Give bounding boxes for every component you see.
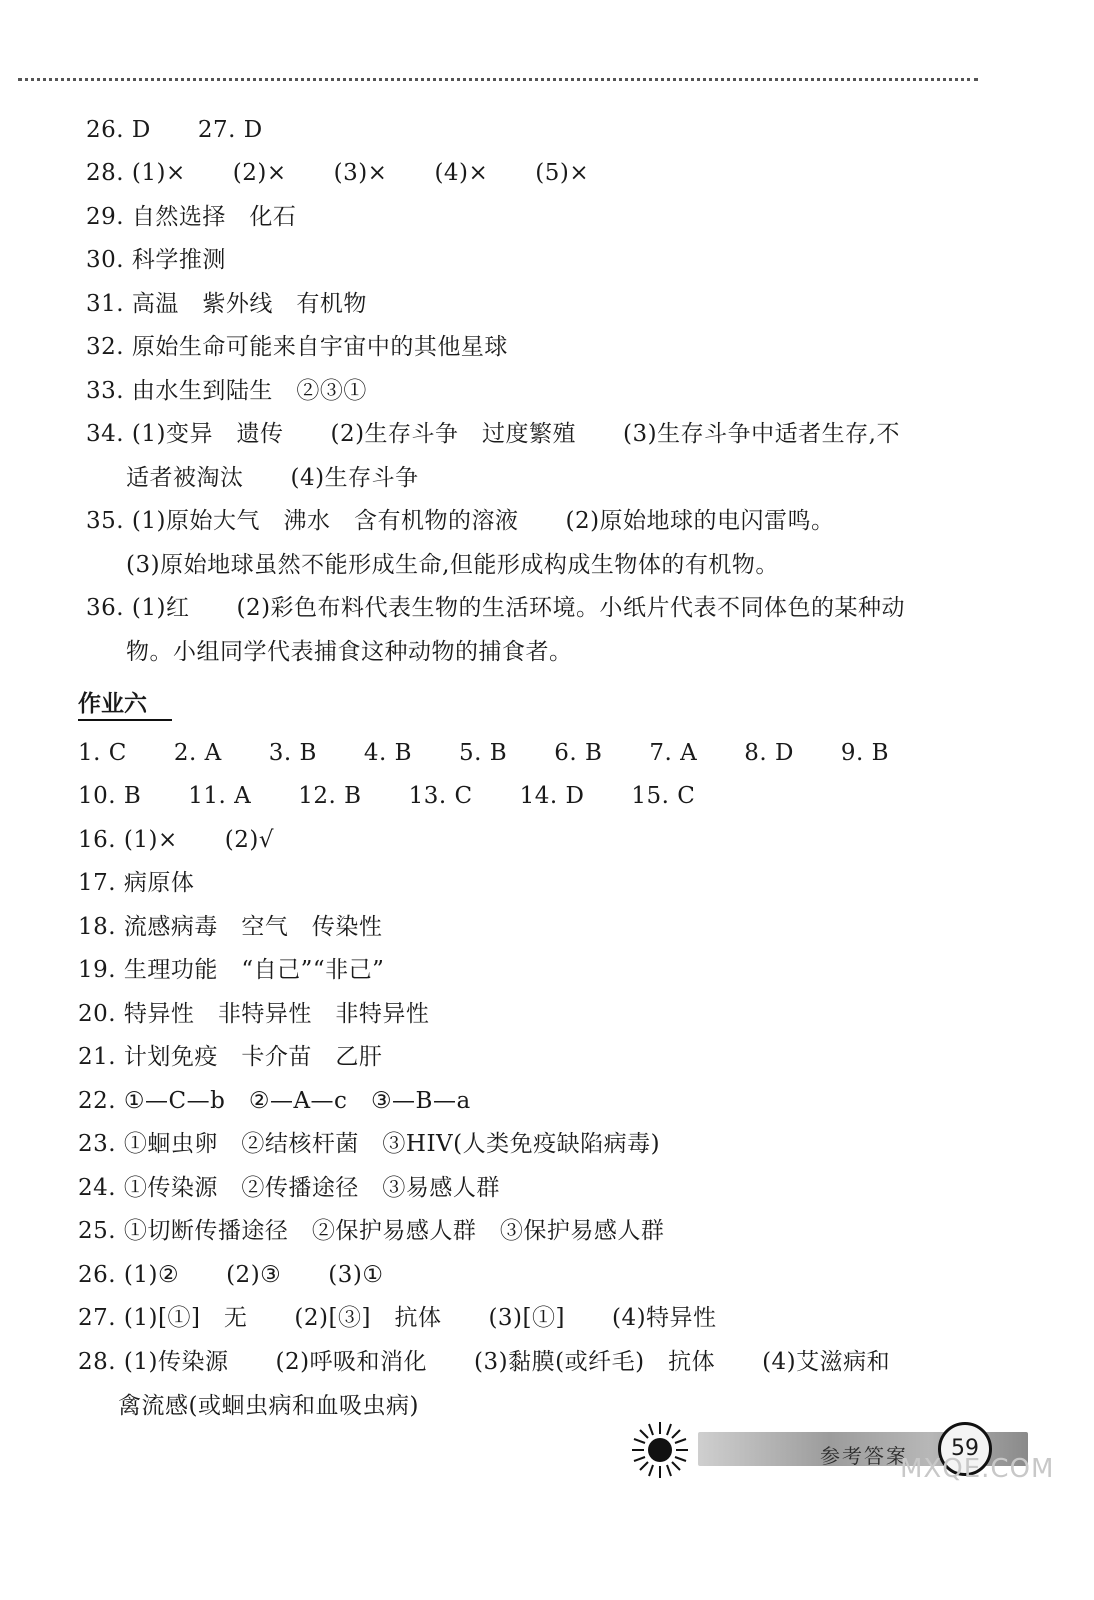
answer-line-35: 35. (1)原始大气 沸水 含有机物的溶液 (2)原始地球的电闪雷鸣。 [86, 508, 835, 534]
answer-line-36: 36. (1)红 (2)彩色布料代表生物的生活环境。小纸片代表不同体色的某种动 [86, 595, 906, 621]
section-title: 作业六 [78, 691, 147, 717]
answer-line-16: 16. (1)× (2)√ [78, 827, 274, 853]
answer-line-19: 19. 生理功能 “自己”“非己” [78, 957, 385, 983]
answer-line-18: 18. 流感病毒 空气 传染性 [78, 914, 383, 940]
answer-line-27: 27. (1)[①] 无 (2)[③] 抗体 (3)[①] (4)特异性 [78, 1305, 717, 1331]
section-underline [78, 719, 172, 721]
answer-line-17: 17. 病原体 [78, 870, 195, 896]
answer-line-34-cont: 适者被淘汰 (4)生存斗争 [126, 465, 419, 491]
answer-line-10-15: 10. B 11. A 12. B 13. C 14. D 15. C [78, 783, 696, 809]
answer-line-25: 25. ①切断传播途径 ②保护易感人群 ③保护易感人群 [78, 1218, 665, 1244]
answer-line-36-cont: 物。小组同学代表捕食这种动物的捕食者。 [126, 639, 573, 665]
sun-icon [630, 1420, 690, 1480]
footer-banner-label: 参考答案 [820, 1444, 908, 1468]
answer-line-29: 29. 自然选择 化石 [86, 204, 297, 230]
answer-line-28: 28. (1)× (2)× (3)× (4)× (5)× [86, 160, 590, 186]
answer-line-28: 28. (1)传染源 (2)呼吸和消化 (3)黏膜(或纤毛) 抗体 (4)艾滋病和 [78, 1349, 891, 1375]
answer-line-33: 33. 由水生到陆生 ②③① [86, 378, 367, 404]
answer-line-34: 34. (1)变异 遗传 (2)生存斗争 过度繁殖 (3)生存斗争中适者生存,不 [86, 421, 900, 447]
answer-line-31: 31. 高温 紫外线 有机物 [86, 291, 367, 317]
answer-line-24: 24. ①传染源 ②传播途径 ③易感人群 [78, 1175, 500, 1201]
watermark: MXQE.COM [900, 1454, 1055, 1484]
answer-line-21: 21. 计划免疫 卡介苗 乙肝 [78, 1044, 383, 1070]
answer-line-30: 30. 科学推测 [86, 247, 226, 273]
answer-line-22: 22. ①—C—b ②—A—c ③—B—a [78, 1088, 471, 1114]
page-number: 59 [938, 1422, 992, 1476]
answer-line-32: 32. 原始生命可能来自宇宙中的其他星球 [86, 334, 508, 360]
answer-line-35-cont: (3)原始地球虽然不能形成生命,但能形成构成生物体的有机物。 [126, 552, 779, 578]
answer-line-23: 23. ①蛔虫卵 ②结核杆菌 ③HIV(人类免疫缺陷病毒) [78, 1131, 661, 1157]
answer-line-26-27: 26. D 27. D [86, 117, 263, 143]
page-footer [620, 1418, 1094, 1498]
answer-line-28-cont: 禽流感(或蛔虫病和血吸虫病) [118, 1393, 419, 1419]
answer-line-26: 26. (1)② (2)③ (3)① [78, 1262, 384, 1288]
answer-line-1-9: 1. C 2. A 3. B 4. B 5. B 6. B 7. A 8. D 9. B [78, 740, 890, 766]
answer-line-20: 20. 特异性 非特异性 非特异性 [78, 1001, 430, 1027]
top-dotted-divider [18, 78, 978, 81]
